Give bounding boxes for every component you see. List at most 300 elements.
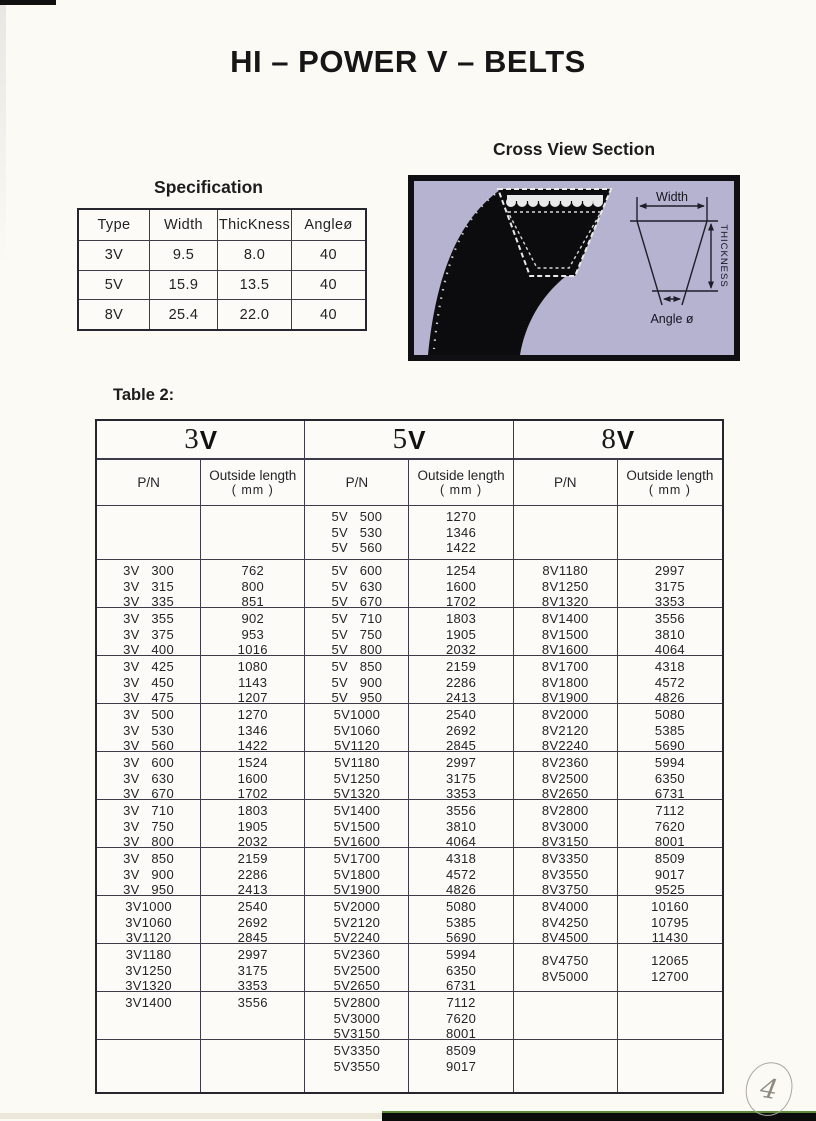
pn-value: 3V 475 [123, 690, 174, 706]
length-cell [409, 992, 513, 1042]
length-value: 1016 [237, 642, 268, 658]
group-header-5v [305, 421, 513, 458]
pn-value: 5V1120 [334, 738, 380, 754]
pn-value: 5V1320 [333, 786, 381, 802]
pn-cell [514, 656, 618, 706]
length-value: 2413 [446, 690, 477, 706]
length-cell [409, 1040, 513, 1092]
pn-cell [97, 608, 201, 658]
pn-value: 8V1250 [541, 578, 589, 594]
pn-cell [514, 608, 618, 658]
scan-bottom-edge [0, 1113, 382, 1119]
length-value: 2159 [446, 659, 477, 674]
pn-value: 3V1000 [125, 899, 172, 914]
table2-row-group [97, 799, 722, 850]
pn-value: 5V1900 [333, 882, 381, 898]
pn-value: 3V1180 [125, 947, 172, 962]
spec-cell: 8.0 [217, 240, 291, 270]
pn-value: 5V2500 [333, 962, 381, 978]
spec-column-header: Type [97, 216, 131, 233]
table2 [95, 419, 724, 1094]
cross-section-figure [408, 175, 740, 361]
table2-body [97, 506, 722, 1092]
pn-value: 3V 500 [123, 707, 174, 722]
spec-cell: 25.4 [149, 299, 217, 329]
pn-value: 3V 425 [123, 659, 174, 674]
pn-cell [514, 506, 618, 559]
pn-value: 3V 375 [123, 626, 174, 642]
page-title: HI – POWER V – BELTS [230, 44, 586, 79]
pn-cell [305, 506, 409, 559]
length-value: 1600 [446, 578, 477, 594]
specification-table [77, 208, 367, 331]
pn-value: 5V2650 [333, 978, 381, 994]
pn-value: 8V1800 [541, 674, 589, 690]
group-letter: V [616, 424, 635, 455]
length-value: 2845 [446, 738, 477, 754]
length-value: 2286 [446, 674, 477, 690]
length-value: 1600 [237, 770, 268, 786]
pn-cell [514, 848, 618, 898]
pn-cell [97, 896, 201, 946]
length-value: 4318 [654, 659, 685, 674]
length-value: 3175 [654, 578, 685, 594]
table2-row-group [97, 991, 722, 1042]
spec-column-header: Angleø [291, 210, 365, 240]
length-value: 800 [241, 578, 265, 594]
length-cell [618, 1040, 722, 1092]
length-value: 6731 [446, 978, 477, 994]
length-value: 3353 [446, 786, 477, 802]
length-value: 2286 [237, 866, 268, 882]
length-value: 1346 [237, 722, 268, 738]
pn-value: 5V 800 [331, 642, 383, 658]
pn-value: 8V3000 [541, 818, 589, 834]
group-letter: V [408, 424, 426, 455]
length-value: 7112 [446, 995, 476, 1010]
length-value: 3175 [446, 770, 477, 786]
unit-label: ( mm ) [648, 482, 691, 497]
pn-value: 5V1600 [333, 834, 381, 850]
length-value: 6350 [446, 962, 477, 978]
angle-label: Angle ø [650, 312, 694, 326]
length-value: 4318 [446, 851, 477, 866]
pn-cell [305, 800, 409, 850]
pn-value: 5V 500 [331, 509, 383, 524]
width-label: Width [656, 190, 688, 204]
pn-value: 5V1800 [333, 866, 381, 882]
length-value: 6350 [654, 770, 685, 786]
spec-cell: 8V [79, 299, 149, 329]
length-cell [201, 992, 305, 1042]
pn-value: 5V1250 [333, 770, 381, 786]
outside-length-header [201, 460, 305, 505]
length-value: 2032 [237, 834, 268, 850]
length-cell [409, 656, 513, 706]
pn-cell [514, 752, 618, 802]
pn-cell [514, 560, 618, 610]
length-value: 3353 [237, 978, 268, 994]
pn-value: 3V 530 [123, 722, 174, 738]
length-value: 8001 [654, 834, 685, 850]
pn-value: 3V1400 [125, 995, 172, 1010]
spec-cell: 15.9 [149, 270, 217, 300]
length-value: 3175 [237, 962, 268, 978]
length-value: 1254 [446, 563, 477, 578]
length-value: 2692 [446, 722, 477, 738]
pn-value: 3V 315 [123, 578, 174, 594]
length-value: 11430 [651, 930, 689, 946]
outside-length-label: Outside length [417, 467, 505, 483]
length-value: 2159 [237, 851, 268, 866]
table2-group-header-row [97, 421, 722, 460]
pn-value: 5V2120 [333, 914, 381, 930]
pn-value: 3V 450 [123, 674, 174, 690]
pn-value: 5V 600 [331, 563, 383, 578]
length-value: 953 [241, 626, 265, 642]
length-cell [618, 800, 722, 850]
pn-cell [514, 800, 618, 850]
length-cell [201, 1040, 305, 1092]
unit-label: ( mm ) [440, 482, 483, 497]
length-cell [409, 704, 513, 754]
pn-cell [514, 944, 618, 994]
pn-value: 5V 710 [331, 611, 383, 626]
pn-value: 8V4000 [541, 899, 589, 914]
length-cell [201, 800, 305, 850]
pn-value: 3V1320 [125, 978, 172, 994]
length-value: 4572 [654, 674, 685, 690]
pn-value: 8V2000 [541, 707, 589, 722]
length-value: 1270 [446, 509, 477, 524]
pn-cell [97, 1040, 201, 1092]
length-value: 3556 [446, 803, 477, 818]
length-value: 3556 [654, 611, 685, 626]
length-value: 4064 [446, 834, 477, 850]
pn-value: 3V 560 [123, 738, 174, 754]
pn-value: 8V1180 [542, 563, 589, 578]
pn-cell [97, 560, 201, 610]
pn-value: 8V1320 [541, 594, 589, 610]
length-value: 7620 [654, 818, 685, 834]
scan-bottom-bar [382, 1111, 816, 1121]
pn-value: 5V1060 [333, 722, 381, 738]
length-value: 2845 [237, 930, 268, 946]
pn-value: 8V1600 [541, 642, 589, 658]
outside-length-label: Outside length [626, 467, 714, 483]
pn-value: 3V 850 [123, 851, 174, 866]
pn-value: 5V 560 [331, 540, 383, 556]
length-value: 8001 [446, 1026, 477, 1042]
table2-row-group [97, 751, 722, 802]
pn-value: 5V1180 [334, 755, 380, 770]
scan-corner-mark [0, 0, 56, 5]
pn-cell [97, 944, 201, 994]
length-value: 4572 [446, 866, 477, 882]
table2-row-group [97, 1039, 722, 1092]
pn-value: 5V2800 [333, 995, 381, 1010]
group-number: 8 [601, 423, 616, 455]
length-value: 5690 [654, 738, 685, 754]
spec-cell: 40 [291, 270, 365, 300]
length-value: 10795 [651, 914, 689, 930]
length-value: 1346 [446, 524, 477, 540]
pn-cell [97, 704, 201, 754]
pn-cell [305, 1040, 409, 1092]
pn-cell [305, 704, 409, 754]
thickness-label: THICKNESS [718, 224, 729, 288]
pn-value: 8V5000 [541, 968, 589, 984]
outside-length-header [409, 460, 513, 505]
length-value: 4064 [654, 642, 685, 658]
length-cell [409, 752, 513, 802]
pn-cell [305, 848, 409, 898]
length-cell [201, 848, 305, 898]
length-value: 8509 [654, 851, 685, 866]
pn-value: 8V3750 [541, 882, 589, 898]
spec-cell: 40 [291, 299, 365, 329]
length-value: 3810 [446, 818, 477, 834]
pn-value: 8V1500 [541, 626, 589, 642]
length-value: 4826 [446, 882, 477, 898]
pn-cell [305, 560, 409, 610]
pn-value: 3V 750 [123, 818, 174, 834]
length-cell [618, 896, 722, 946]
pn-value: 5V3550 [333, 1058, 381, 1074]
pn-value: 8V3350 [541, 851, 589, 866]
page-number-value: 4 [757, 1072, 781, 1106]
length-cell [409, 608, 513, 658]
length-value: 2997 [654, 563, 685, 578]
spec-column-header: Width [149, 210, 217, 240]
length-value: 1422 [237, 738, 268, 754]
length-value: 4826 [654, 690, 685, 706]
length-value: 902 [241, 611, 265, 626]
pn-cell [305, 944, 409, 994]
length-value: 12065 [651, 953, 689, 969]
pn-value: 5V1000 [333, 707, 381, 722]
length-value: 9017 [654, 866, 685, 882]
spec-column-header: ThicKness [217, 210, 291, 240]
pn-value: 8V1700 [541, 659, 589, 674]
length-cell [201, 752, 305, 802]
pn-value: 8V2650 [541, 786, 589, 802]
pn-value: 5V 750 [331, 626, 383, 642]
pn-value: 5V2240 [333, 930, 381, 946]
pn-value: 8V4500 [541, 930, 589, 946]
pn-value: 8V4250 [541, 914, 589, 930]
length-cell [201, 608, 305, 658]
length-cell [409, 506, 513, 559]
table2-row-group [97, 943, 722, 994]
length-cell [618, 992, 722, 1042]
length-cell [618, 656, 722, 706]
length-cell [409, 896, 513, 946]
table2-row-group [97, 847, 722, 898]
pn-value: 8V2500 [541, 770, 589, 786]
pn-value: 5V 850 [331, 659, 383, 674]
spec-cell: 22.0 [217, 299, 291, 329]
group-header-8v [514, 421, 722, 458]
length-value: 12700 [651, 968, 689, 984]
pn-value: 3V 950 [123, 882, 174, 898]
pn-value: 3V 800 [123, 834, 174, 850]
length-value: 5080 [446, 899, 477, 914]
pn-value: 8V2240 [541, 738, 589, 754]
length-value: 2540 [237, 899, 268, 914]
length-value: 10160 [651, 899, 689, 914]
unit-label: ( mm ) [231, 482, 274, 497]
length-value: 5690 [446, 930, 477, 946]
length-cell [618, 608, 722, 658]
length-value: 5385 [446, 914, 477, 930]
pn-cell [514, 992, 618, 1042]
length-value: 1524 [237, 755, 268, 770]
pn-value: 3V1250 [125, 962, 172, 978]
pn-value: 5V 950 [331, 690, 383, 706]
group-header-3v [97, 421, 305, 458]
pn-value: 5V 530 [331, 524, 383, 540]
cross-section-svg [408, 175, 740, 361]
length-cell [201, 506, 305, 559]
spec-cell: 13.5 [217, 270, 291, 300]
length-cell [618, 752, 722, 802]
length-value: 1803 [237, 803, 268, 818]
pn-value: 3V 335 [123, 594, 174, 610]
length-cell [409, 944, 513, 994]
pn-cell [514, 1040, 618, 1092]
length-value: 8509 [446, 1043, 477, 1058]
length-cell [201, 896, 305, 946]
pn-header: P/N [97, 460, 201, 505]
pn-value: 3V 710 [123, 803, 174, 818]
length-value: 3556 [237, 995, 268, 1010]
pn-cell [97, 848, 201, 898]
length-value: 1143 [238, 674, 268, 690]
length-value: 1905 [446, 626, 477, 642]
length-value: 7112 [655, 803, 685, 818]
length-value: 1702 [237, 786, 268, 802]
pn-value: 5V3000 [333, 1010, 381, 1026]
length-value: 2540 [446, 707, 477, 722]
pn-value: 3V1060 [125, 914, 172, 930]
length-value: 3810 [654, 626, 685, 642]
length-cell [618, 944, 722, 994]
pn-value: 8V1400 [541, 611, 589, 626]
length-value: 2413 [237, 882, 268, 898]
pn-value: 5V3150 [333, 1026, 381, 1042]
pn-cell [305, 656, 409, 706]
group-number: 3 [184, 423, 199, 455]
pn-value: 3V 400 [123, 642, 174, 658]
pn-cell [305, 608, 409, 658]
length-value: 3353 [654, 594, 685, 610]
length-value: 1080 [237, 659, 268, 674]
length-cell [618, 506, 722, 559]
outside-length-header [618, 460, 722, 505]
length-cell [409, 560, 513, 610]
pn-value: 3V 630 [123, 770, 174, 786]
length-value: 1270 [237, 707, 268, 722]
pn-value: 3V 600 [123, 755, 174, 770]
pn-value: 5V 630 [331, 578, 383, 594]
pn-cell [97, 752, 201, 802]
pn-header: P/N [514, 460, 618, 505]
cross-view-heading: Cross View Section [492, 139, 656, 159]
length-value: 1207 [237, 690, 268, 706]
length-value: 6731 [654, 786, 685, 802]
length-value: 1422 [446, 540, 477, 556]
pn-cell [97, 506, 201, 559]
pn-value: 8V4750 [541, 953, 589, 969]
pn-value: 8V2360 [541, 755, 589, 770]
spec-cell: 5V [79, 270, 149, 300]
length-value: 2692 [237, 914, 268, 930]
spec-cell: 9.5 [149, 240, 217, 270]
length-cell [409, 800, 513, 850]
pn-value: 8V3550 [541, 866, 589, 882]
table2-row-group [97, 655, 722, 706]
group-letter: V [199, 424, 218, 455]
pn-value: 5V2360 [333, 947, 381, 962]
length-cell [618, 848, 722, 898]
pn-value: 5V 900 [331, 674, 383, 690]
pn-cell [305, 896, 409, 946]
pn-value: 8V2800 [541, 803, 589, 818]
outside-length-label: Outside length [209, 467, 297, 483]
table2-row-group [97, 559, 722, 610]
pn-value: 5V 670 [331, 594, 383, 610]
pn-value: 8V1900 [541, 690, 589, 706]
pn-value: 5V2000 [333, 899, 381, 914]
pn-value: 5V1700 [333, 851, 381, 866]
pn-header: P/N [305, 460, 409, 505]
pn-cell [514, 896, 618, 946]
pn-value: 5V3350 [333, 1043, 381, 1058]
length-value: 9017 [446, 1058, 477, 1074]
pn-value: 3V 900 [123, 866, 174, 882]
length-cell [201, 944, 305, 994]
length-value: 2032 [446, 642, 477, 658]
length-value: 1702 [446, 594, 477, 610]
spec-cell: 40 [291, 240, 365, 270]
length-value: 5994 [654, 755, 685, 770]
length-value: 9525 [654, 882, 685, 898]
table2-row-group [97, 506, 722, 559]
length-value: 762 [241, 563, 265, 578]
pn-cell [514, 704, 618, 754]
table2-row-group [97, 895, 722, 946]
pn-value: 8V3150 [541, 834, 589, 850]
pn-value: 3V1120 [125, 930, 172, 946]
length-cell [618, 560, 722, 610]
pn-value: 3V 670 [123, 786, 174, 802]
table2-heading: Table 2: [113, 386, 175, 404]
table2-subheader-row [97, 460, 722, 506]
length-cell [201, 656, 305, 706]
length-value: 2997 [446, 755, 477, 770]
length-cell [201, 704, 305, 754]
pn-value: 3V 355 [123, 611, 174, 626]
pn-cell [97, 800, 201, 850]
pn-cell [97, 656, 201, 706]
pn-value: 5V1400 [333, 803, 381, 818]
pn-cell [305, 992, 409, 1042]
length-cell [409, 848, 513, 898]
pn-cell [97, 992, 201, 1042]
specification-heading: Specification [154, 177, 263, 197]
table2-row-group [97, 607, 722, 658]
